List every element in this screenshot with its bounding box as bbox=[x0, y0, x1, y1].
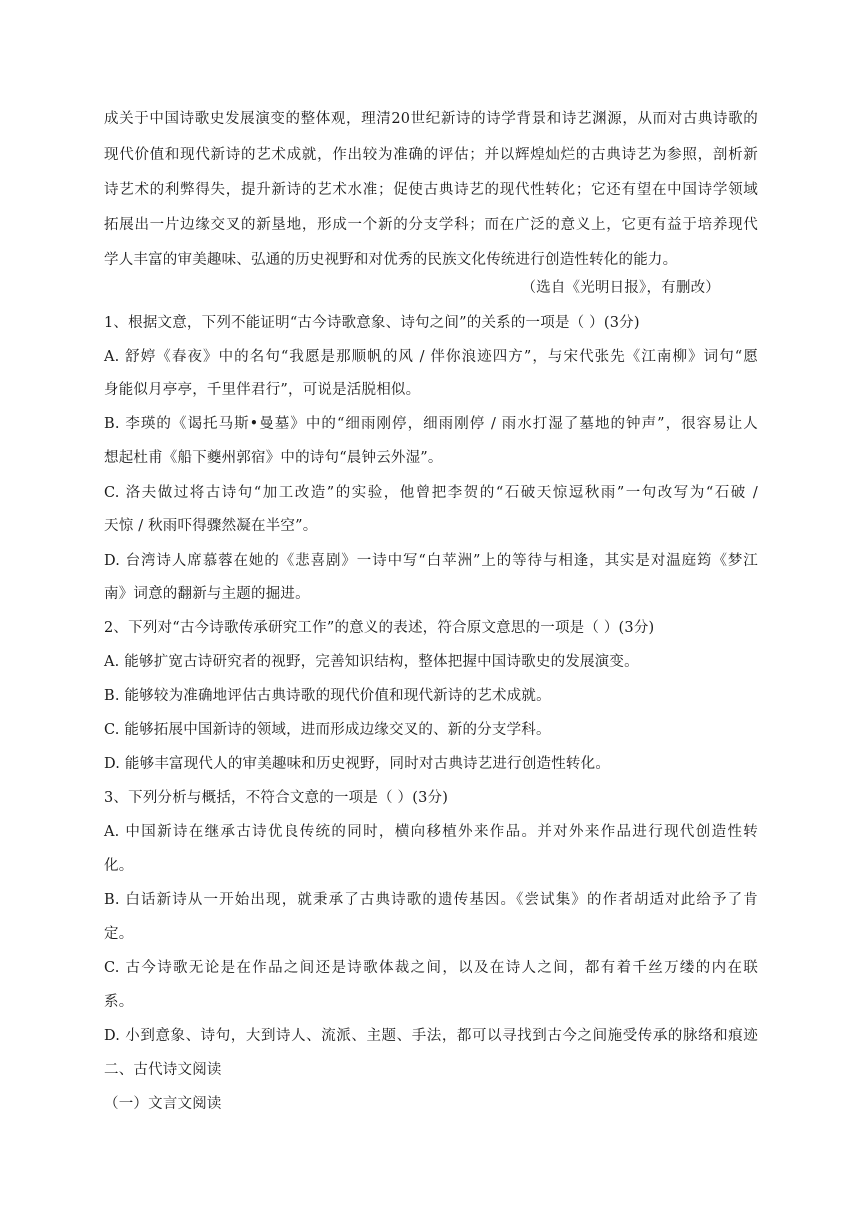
question-2-option-c: C. 能够拓展中国新诗的领域，进而形成边缘交叉的、新的分支学科。 bbox=[104, 722, 551, 738]
question-1-option-b-line-1: B. 李瑛的《谒托马斯•曼墓》中的“细雨刚停，细雨刚停 / 雨水打湿了墓地的钟声”，很容易让人 bbox=[104, 416, 758, 432]
passage-line-4: 拓展出一片边缘交叉的新垦地，形成一个新的分支学科；而在广泛的意义上，它更有益于培养现代 bbox=[104, 217, 758, 233]
subsection-heading: （一）文言文阅读 bbox=[104, 1096, 222, 1112]
question-3-option-c-line-2: 系。 bbox=[104, 994, 134, 1010]
question-1-option-a-line-2: 身能似月亭亭，千里伴君行”，可说是活脱相似。 bbox=[104, 382, 421, 398]
question-1-option-c-line-2: 天惊 / 秋雨吓得骤然凝在半空”。 bbox=[104, 518, 318, 534]
question-3-option-c-line-1: C. 古今诗歌无论是在作品之间还是诗歌体裁之间，以及在诗人之间，都有着千丝万缕的内在联 bbox=[104, 960, 758, 976]
question-2-option-a: A. 能够扩宽古诗研究者的视野，完善知识结构，整体把握中国诗歌史的发展演变。 bbox=[104, 654, 639, 670]
question-1-stem: 1、根据文意，下列不能证明“古今诗歌意象、诗句之间”的关系的一项是（ ）(3分) bbox=[104, 315, 640, 331]
question-3-option-d: D. 小到意象、诗句，大到诗人、流派、主题、手法，都可以寻找到古今之间施受传承的脉络和痕迹 bbox=[104, 1028, 758, 1044]
question-2-option-d: D. 能够丰富现代人的审美趣味和历史视野，同时对古典诗艺进行创造性转化。 bbox=[104, 756, 611, 772]
passage-line-5: 学人丰富的审美趣味、弘通的历史视野和对优秀的民族文化传统进行创造性转化的能力。 bbox=[104, 252, 678, 268]
source-citation: （选自《光明日报》，有删改） bbox=[521, 280, 720, 296]
question-1-option-d-line-2: 南》词意的翻新与主题的掘进。 bbox=[104, 586, 310, 602]
question-1-option-b-line-2: 想起杜甫《船下夔州郭宿》中的诗句“晨钟云外湿”。 bbox=[104, 450, 443, 466]
question-3-option-b-line-2: 定。 bbox=[104, 926, 134, 942]
question-3-stem: 3、下列分析与概括，不符合文意的一项是（ ）(3分) bbox=[104, 790, 449, 806]
passage-line-2: 现代价值和现代新诗的艺术成就，作出较为准确的评估；并以辉煌灿烂的古典诗艺为参照，剖析新 bbox=[104, 147, 758, 163]
passage-line-1: 成关于中国诗歌史发展演变的整体观，理清20世纪新诗的诗学背景和诗艺渊源，从而对古典诗歌的 bbox=[104, 111, 758, 127]
question-1-option-a-line-1: A. 舒婷《春夜》中的名句“我愿是那顺帆的风 / 伴你浪迹四方”，与宋代张先《江南柳》词句“愿 bbox=[104, 349, 758, 365]
question-3-option-b-line-1: B. 白话新诗从一开始出现，就秉承了古典诗歌的遗传基因。《尝试集》的作者胡适对此给予了肯 bbox=[104, 892, 758, 908]
question-2-stem: 2、下列对“古今诗歌传承研究工作”的意义的表述，符合原文意思的一项是（ ）(3分) bbox=[104, 620, 655, 636]
question-3-option-a-line-2: 化。 bbox=[104, 858, 134, 874]
section-heading: 二、古代诗文阅读 bbox=[104, 1062, 222, 1078]
question-1-option-d-line-1: D. 台湾诗人席慕蓉在她的《悲喜剧》一诗中写“白苹洲”上的等待与相逢，其实是对温庭筠《梦江 bbox=[104, 553, 758, 569]
question-2-option-b: B. 能够较为准确地评估古典诗歌的现代价值和现代新诗的艺术成就。 bbox=[104, 688, 551, 704]
passage-line-3: 诗艺术的利弊得失，提升新诗的艺术水准；促使古典诗艺的现代性转化；它还有望在中国诗学领域 bbox=[104, 182, 758, 198]
question-3-option-a-line-1: A. 中国新诗在继承古诗优良传统的同时，横向移植外来作品。并对外来作品进行现代创造性转 bbox=[104, 824, 758, 840]
question-1-option-c-line-1: C. 洛夫做过将古诗句“加工改造”的实验，他曾把李贺的“石破天惊逗秋雨”一句改写为“石破 / bbox=[104, 485, 758, 501]
